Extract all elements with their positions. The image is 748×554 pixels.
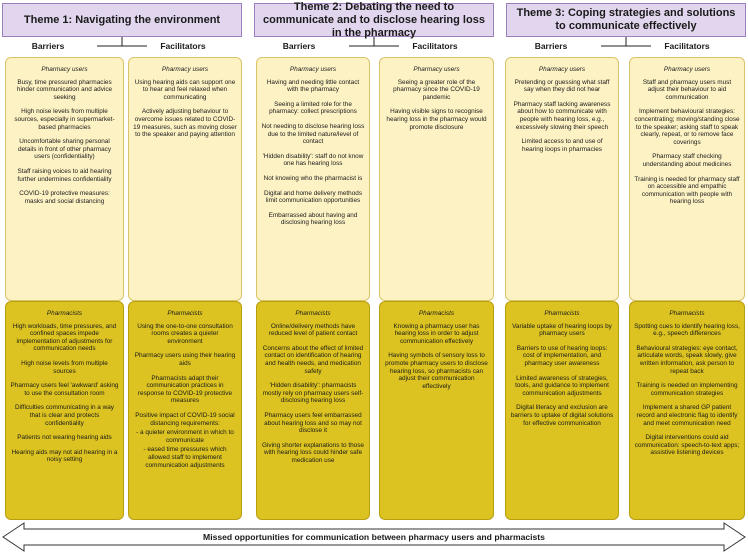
theme-1-facilitators-heading: Facilitators <box>160 41 206 51</box>
list-item: Hearing aids may not aid hearing in a noisy setting <box>11 448 118 464</box>
list-item: 'Hidden disability': pharmacists mostly rely on pharmacy users self-disclosing hearing loss <box>262 382 364 405</box>
theme-3-header: Theme 3: Coping strategies and solutions to communicate effectively <box>506 3 746 37</box>
users-label: Pharmacy users <box>538 66 586 73</box>
theme-1-barriers-pharmacists-box <box>5 301 124 520</box>
list-item: Behavioural strategies: eye contact, articulate words, speak slowly, give written information, ask person to repeat back <box>636 344 738 375</box>
list-item: 'Hidden disability': staff do not know one has hearing loss <box>262 152 364 168</box>
theme-1-facilitators-pharmacists-box <box>128 301 242 520</box>
pharmacists-label: Pharmacists <box>295 310 331 317</box>
pharmacists-label: Pharmacists <box>669 310 705 317</box>
list-item: Giving shorter explanations to those with hearing loss could hinder safe medication use <box>262 441 364 464</box>
list-item: Not needing to disclose hearing loss due to the limited nature/level of contact <box>261 122 365 146</box>
list-item: Using hearing aids can support one to hear and feel relaxed when communicating <box>134 78 236 101</box>
list-item: Patients not wearing hearing aids <box>17 434 112 442</box>
theme-1-barriers-users-box <box>5 57 124 301</box>
list-item: Limited access to and use of hearing loops in pharmacies <box>521 138 603 153</box>
list-item: Seeing a limited role for the pharmacy: collect prescriptions <box>269 100 357 116</box>
theme-3-barriers-pharmacists-box <box>505 301 619 520</box>
users-label: Pharmacy users <box>41 66 88 73</box>
users-label: Pharmacy users <box>663 66 711 73</box>
list-item: Pharmacy users feel embarrassed about hearing loss and so may not disclose it <box>264 411 362 435</box>
list-item: Concerns about the effect of limited contact on identification of hearing and health needs, and medication safety <box>262 344 364 375</box>
theme-3-facilitators-heading: Facilitators <box>664 41 710 51</box>
missed-opportunities-label: Missed opportunities for communication between pharmacy users and pharmacists <box>203 532 545 542</box>
theme-3-facilitators-pharmacists-box <box>629 301 745 520</box>
pharmacists-label: Pharmacists <box>46 310 83 317</box>
pharmacists-label: Pharmacists <box>544 310 580 317</box>
theme-2-barriers-users-box <box>256 57 370 301</box>
list-item: Actively adjusting behaviour to overcome issues related to COVID-19 measures, such as moving closer to the speaker and paying attention <box>133 108 237 139</box>
list-item: Spotting cues to identify hearing loss, e.g., speech differences <box>634 322 740 338</box>
list-item: Knowing a pharmacy user has hearing loss in order to adjust communication effectively <box>393 322 480 345</box>
theme-1-header: Theme 1: Navigating the environment <box>2 3 242 37</box>
theme-2-barriers-heading: Barriers <box>282 41 316 51</box>
list-item: - a quieter environment in which to communicate <box>136 429 234 444</box>
list-item: Pharmacy users using their hearing aids <box>134 352 236 367</box>
list-item: Having symbols of sensory loss to promote pharmacy users to disclose hearing loss, so pharmacists can adjust their communication effectively <box>385 352 488 390</box>
list-item: Not knowing who the pharmacist is <box>263 174 363 182</box>
theme-3-barriers-heading: Barriers <box>534 41 568 51</box>
list-item: Online/delivery methods have reduced level of patient contact <box>268 322 358 338</box>
list-item: Variable uptake of hearing loops by pharmacy users <box>512 322 612 338</box>
pharmacists-label: Pharmacists <box>418 310 455 317</box>
theme-1-barriers-heading: Barriers <box>31 41 65 51</box>
users-label: Pharmacy users <box>161 66 209 73</box>
pharmacists-label: Pharmacists <box>167 310 203 317</box>
list-item: Positive impact of COVID-19 social distancing requirements: <box>135 411 235 427</box>
theme-2-facilitators-users-box <box>379 57 494 301</box>
list-item: Implement behavioural strategies: concentrating; moving/standing close to the speaker; asking staff to speak clearly, repeat, or to remove face coverings <box>634 108 740 146</box>
list-item: COVID-19 protective measures: masks and social distancing <box>19 190 110 205</box>
list-item: Digital interventions could aid communication: speech-to-text apps; assistive listening devices <box>634 434 740 457</box>
list-item: Embarrassed about having and disclosing hearing loss <box>268 211 358 227</box>
theme-3-barriers-users-box <box>505 57 619 301</box>
list-item: Having visible signs to recognise hearing loss in the pharmacy would promote disclosure <box>386 108 487 131</box>
theme-3-facilitators-users-box <box>629 57 745 301</box>
list-item: Limited awareness of strategies, tools, and guidance to implement communication adjustments <box>515 374 609 397</box>
list-item: Pharmacists adapt their communication practices in response to COVID-19 protective measures <box>137 374 233 405</box>
list-item: High workloads, time pressures, and confined spaces impede implementation of adjustments for communication needs <box>12 322 117 353</box>
list-item: Digital literacy and exclusion are barriers to uptake of digital solutions for effective communication <box>510 404 614 427</box>
list-item: Staff raising voices to aid hearing further undermines confidentiality <box>17 167 112 183</box>
theme-1-facilitators-users-box <box>128 57 242 301</box>
theme-2-facilitators-heading: Facilitators <box>412 41 458 51</box>
list-item: Difficulties communicating in a way that is clear and protects confidentiality <box>15 404 114 427</box>
list-item: Pharmacy staff lacking awareness about how to communicate with people with hearing loss, e.g., excessively slowing their speech <box>513 100 611 131</box>
list-item: Busy, time pressured pharmacies hinder communication and advice seeking <box>16 78 113 101</box>
list-item: Training is needed for pharmacy staff on accessible and empathic communication with people with hearing loss <box>634 175 740 206</box>
list-item: Pharmacy staff checking understanding about medicines <box>642 153 732 168</box>
list-item: Uncomfortable sharing personal details in front of other pharmacy users (confidentiality) <box>17 138 112 161</box>
list-item: Staff and pharmacy users must adjust their behaviour to aid communication <box>642 78 732 101</box>
list-item: Training is needed on implementing communication strategies <box>636 382 738 397</box>
users-label: Pharmacy users <box>289 66 337 73</box>
list-item: Digital and home delivery methods limit communication opportunities <box>263 189 363 205</box>
theme-2-facilitators-pharmacists-box <box>379 301 494 520</box>
list-item: High noise levels from multiple sources <box>21 359 108 375</box>
list-item: - eased time pressures which allowed staff to implement communication adjustments <box>143 446 227 469</box>
list-item: High noise levels from multiple sources, especially in supermarket-based pharmacies <box>14 108 115 131</box>
list-item: Pretending or guessing what staff say when they did not hear <box>514 78 610 94</box>
list-item: Seeing a greater role of the pharmacy since the COVID-19 pandemic <box>393 78 480 101</box>
missed-opportunities-arrow <box>2 522 746 552</box>
theme-2-barriers-pharmacists-box <box>256 301 370 520</box>
list-item: Having and needing little contact with the pharmacy <box>266 78 360 94</box>
users-label: Pharmacy users <box>413 66 460 73</box>
list-item: Using the one-to-one consultation rooms creates a quieter environment <box>137 322 233 345</box>
list-item: Implement a shared GP patient record and electronic flag to identify and meet communication need <box>636 404 738 427</box>
theme-2-header: Theme 2: Debating the need to communicate and to disclose hearing loss in the pharmacy <box>254 3 494 37</box>
list-item: Pharmacy users feel 'awkward' asking to use the consultation room <box>10 382 119 397</box>
list-item: Barriers to use of hearing loops: cost of implementation, and pharmacy user awareness <box>516 344 608 367</box>
